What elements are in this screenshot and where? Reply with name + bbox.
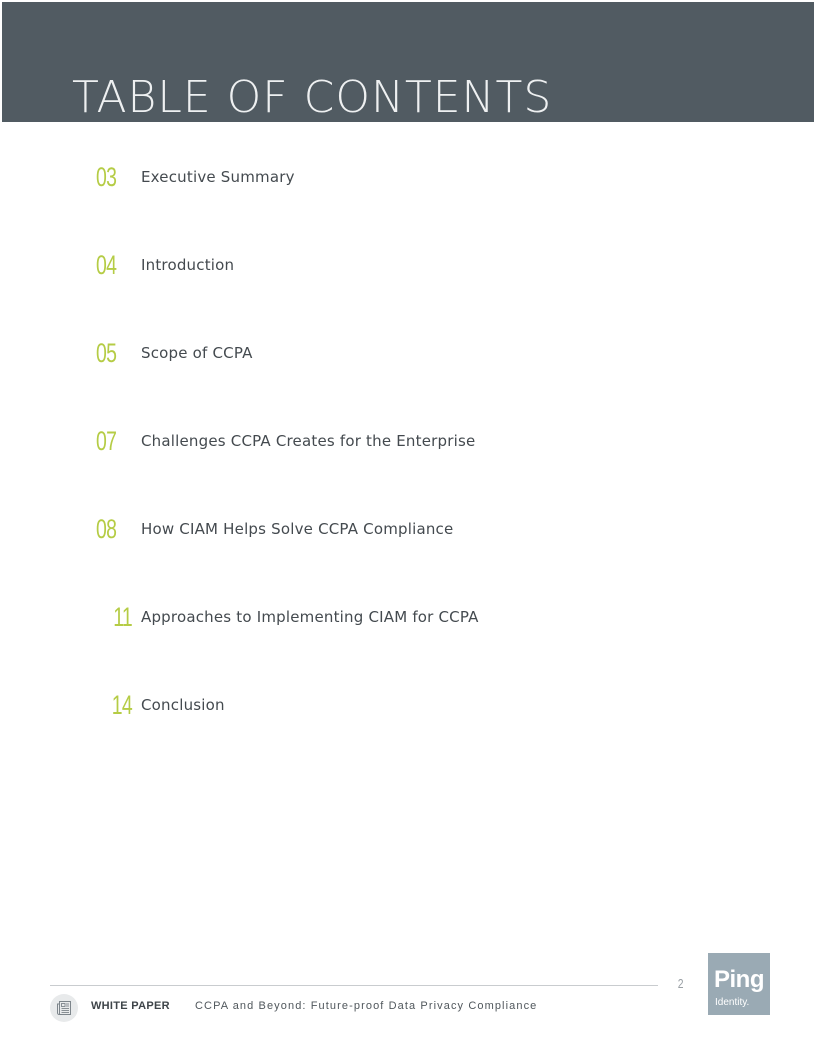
toc-item-scope-of-ccpa[interactable] xyxy=(96,335,253,371)
toc-page-number: 03 xyxy=(96,161,117,192)
footer-divider xyxy=(50,985,658,986)
toc-label: Scope of CCPA xyxy=(141,344,253,362)
toc-page-number: 05 xyxy=(96,337,117,368)
page-number: 2 xyxy=(677,976,684,991)
logo-brand-text: Ping xyxy=(714,966,764,993)
logo-sub-text: Identity. xyxy=(715,997,750,1008)
toc-label: Challenges CCPA Creates for the Enterprise xyxy=(141,432,476,450)
toc-page-number: 04 xyxy=(96,249,117,280)
toc-page-number: 11 xyxy=(113,601,132,632)
toc-item-how-ciam-helps[interactable] xyxy=(96,511,453,547)
toc-label: Executive Summary xyxy=(141,168,295,186)
page-title: TABLE OF CONTENTS xyxy=(72,72,553,123)
toc-page-number: 14 xyxy=(111,689,132,720)
newspaper-icon xyxy=(50,994,78,1022)
toc-item-conclusion[interactable] xyxy=(96,687,225,723)
toc-label: Introduction xyxy=(141,256,235,274)
toc-item-challenges[interactable] xyxy=(96,423,475,459)
document-type: WHITE PAPER xyxy=(91,1000,170,1012)
toc-item-executive-summary[interactable] xyxy=(96,159,295,195)
toc-item-approaches[interactable] xyxy=(96,599,479,635)
document-title: CCPA and Beyond: Future-proof Data Privacy Compliance xyxy=(195,1000,538,1012)
toc-page-number: 07 xyxy=(96,425,117,456)
header-banner xyxy=(2,2,814,122)
toc-page-number: 08 xyxy=(96,513,117,544)
toc-item-introduction[interactable] xyxy=(96,247,234,283)
toc-label: Conclusion xyxy=(141,696,225,714)
toc-label: Approaches to Implementing CIAM for CCPA xyxy=(141,608,479,626)
ping-identity-logo xyxy=(708,953,770,1015)
toc-label: How CIAM Helps Solve CCPA Compliance xyxy=(141,520,454,538)
